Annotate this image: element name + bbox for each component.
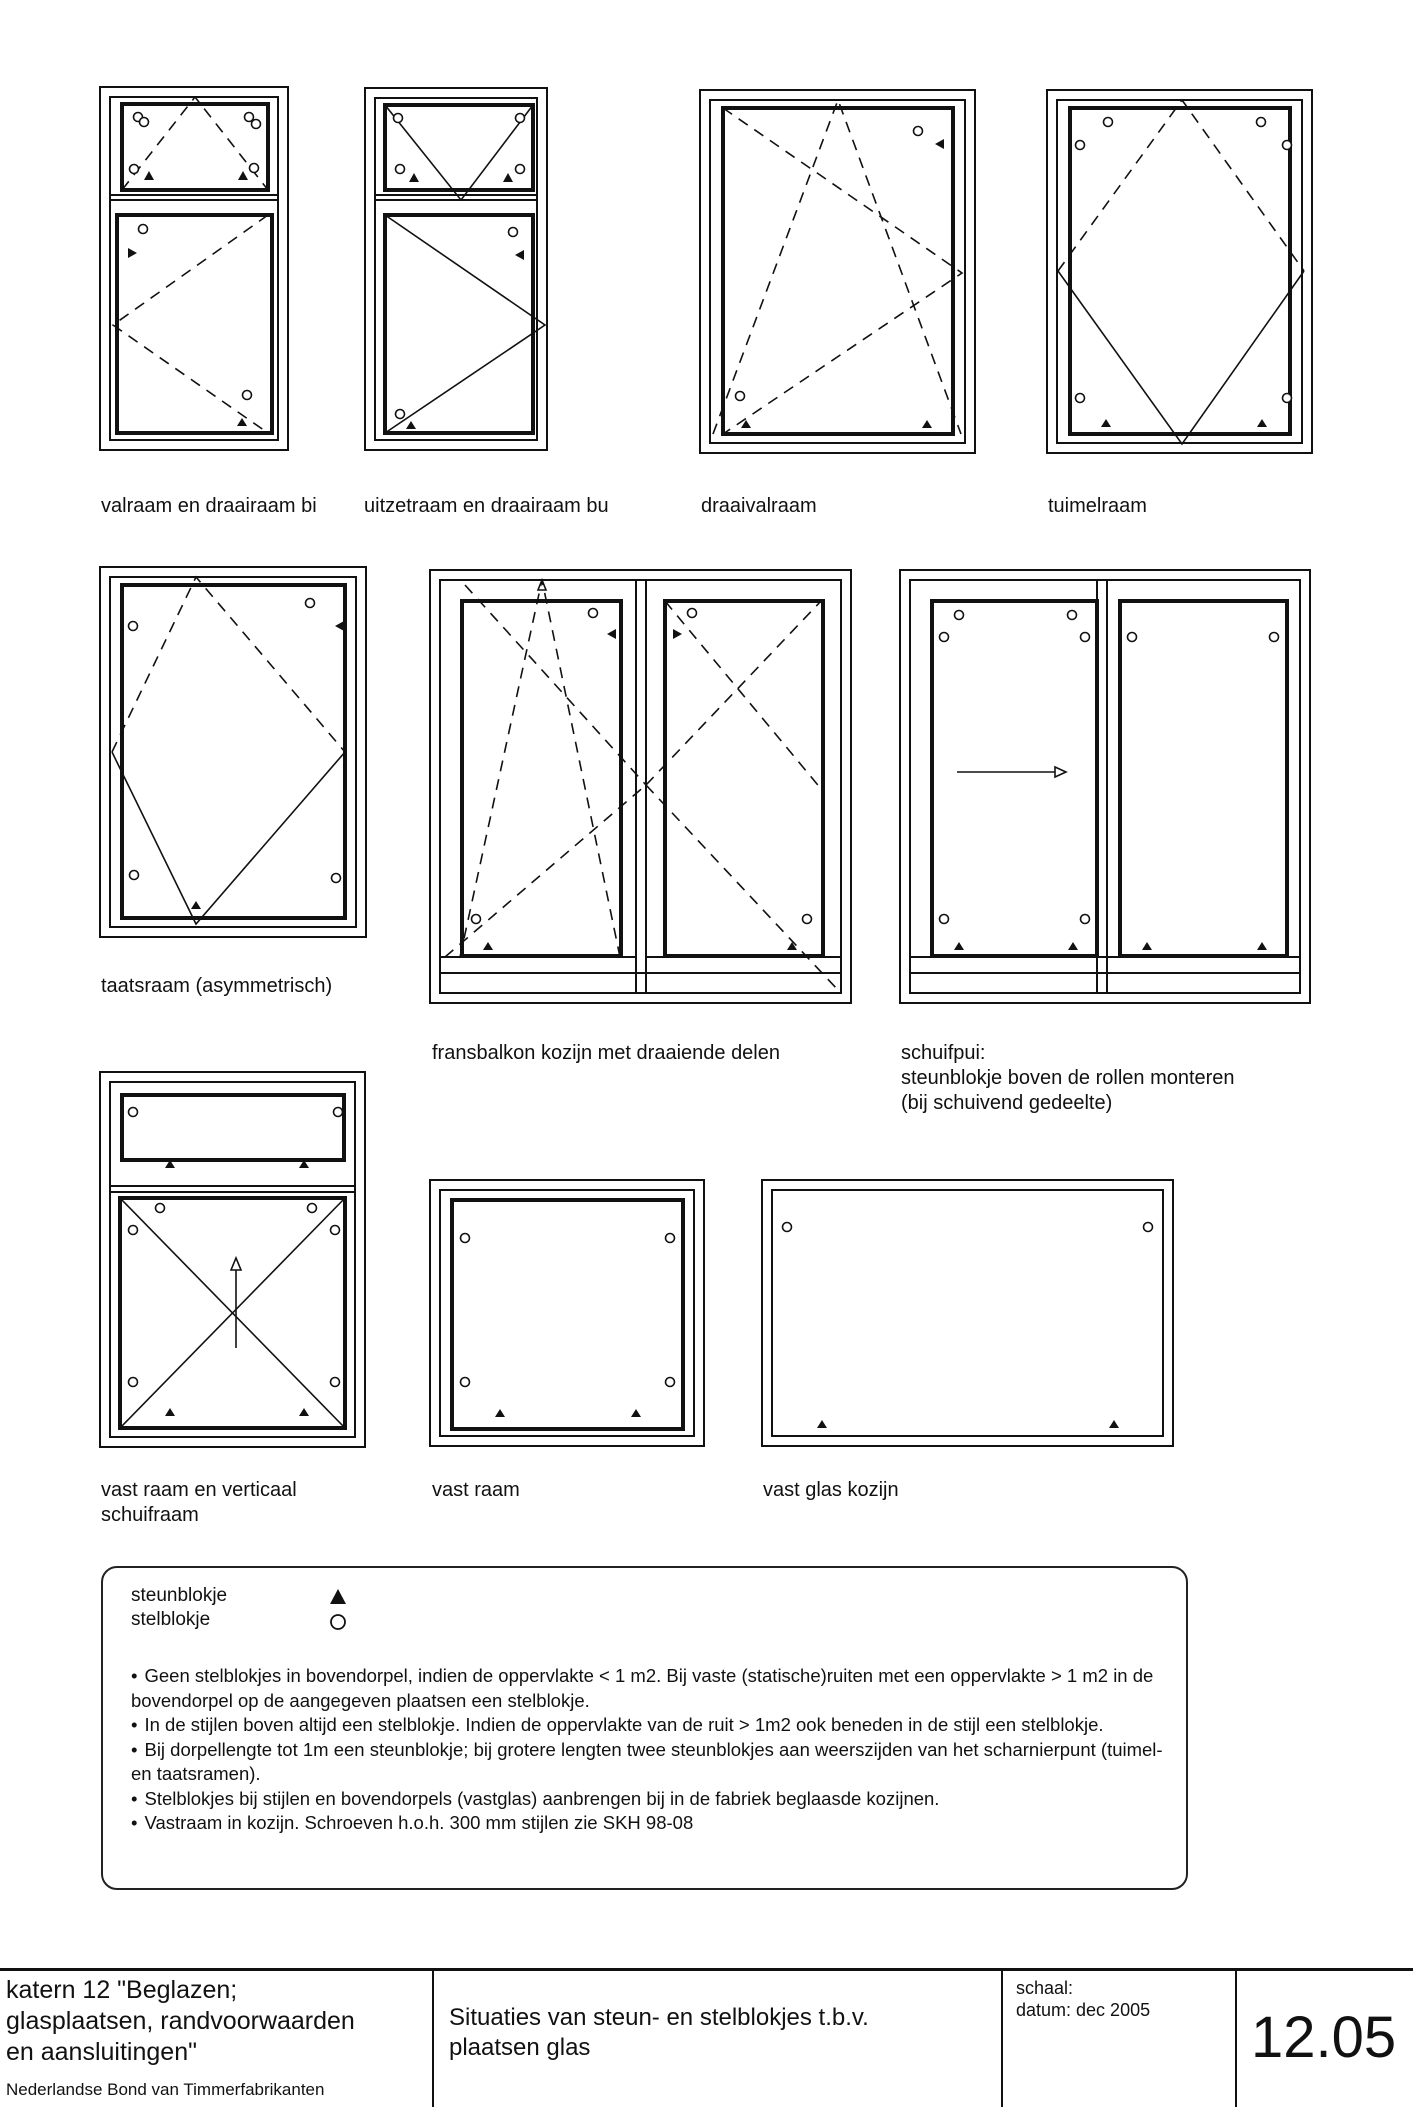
datum-label: datum: dec 2005 bbox=[1016, 2000, 1151, 2020]
note-item: • Bij dorpellengte tot 1m een steunblokje; bij grotere lengten twee steunblokjes aan weerszijden van het scharnierpunt (tuimel- en taatsramen). bbox=[131, 1738, 1171, 1787]
caption-draaivalraam: draaivalraam bbox=[701, 495, 817, 517]
filled-triangle-icon bbox=[328, 1588, 348, 1606]
figure-valraam bbox=[100, 87, 288, 450]
note-item: • Vastraam in kozijn. Schroeven h.o.h. 300 mm stijlen zie SKH 98-08 bbox=[131, 1811, 1171, 1836]
caption-schuifpui bbox=[901, 1041, 1235, 1116]
title-block-title bbox=[449, 1971, 994, 2107]
caption-schuifpui-line3: (bij schuivend gedeelte) bbox=[901, 1092, 1113, 1114]
title-block bbox=[0, 1968, 1413, 2107]
series-line: en aansluitingen" bbox=[6, 2038, 197, 2066]
legend-stelblokje-label: stelblokje bbox=[131, 1609, 211, 1630]
title-block-number bbox=[1237, 1971, 1413, 2107]
figure-tuimelraam bbox=[1047, 90, 1312, 453]
title-block-meta bbox=[1016, 1971, 1231, 2107]
caption-vastverticaal-line1: vast raam en verticaal bbox=[101, 1479, 297, 1501]
series-line: glasplaatsen, randvoorwaarden bbox=[6, 2007, 355, 2035]
divider bbox=[1001, 1971, 1003, 2107]
caption-tuimelraam: tuimelraam bbox=[1048, 495, 1147, 517]
caption-uitzetraam: uitzetraam en draairaam bu bbox=[364, 495, 609, 517]
divider bbox=[432, 1971, 434, 2107]
figure-taatsraam bbox=[100, 567, 366, 937]
legend-notes bbox=[131, 1664, 1171, 1836]
caption-fransbalkon: fransbalkon kozijn met draaiende delen bbox=[432, 1042, 780, 1064]
note-item: • Stelblokjes bij stijlen en bovendorpels (vastglas) aanbrengen bij in de fabriek beglaasde kozijnen. bbox=[131, 1787, 1171, 1812]
figure-vastraam bbox=[430, 1180, 704, 1446]
legend-steunblokje-label: steunblokje bbox=[131, 1585, 228, 1606]
legend-box bbox=[101, 1566, 1188, 1890]
figure-uitzetraam bbox=[365, 88, 547, 450]
caption-schuifpui-line2: steunblokje boven de rollen monteren bbox=[901, 1067, 1235, 1089]
caption-vastverticaal bbox=[101, 1478, 297, 1528]
caption-valraam: valraam en draairaam bi bbox=[101, 495, 317, 517]
caption-vastverticaal-line2: schuifraam bbox=[101, 1504, 199, 1526]
caption-taatsraam: taatsraam (asymmetrisch) bbox=[101, 975, 333, 997]
organisation-name: Nederlandse Bond van Timmerfabrikanten bbox=[6, 2080, 325, 2099]
series-line: katern 12 "Beglazen; bbox=[6, 1976, 238, 2004]
figure-schuifpui bbox=[900, 570, 1310, 1003]
caption-vastglas: vast glas kozijn bbox=[763, 1479, 899, 1501]
note-item: • Geen stelblokjes in bovendorpel, indien de oppervlakte < 1 m2. Bij vaste (statische)ruiten met een oppervlakte > 1 m2 in de bovendorpel op de aangegeven plaatsen een stelblokje. bbox=[131, 1664, 1171, 1713]
caption-schuifpui-line1: schuifpui: bbox=[901, 1042, 986, 1064]
caption-vastraam: vast raam bbox=[432, 1479, 520, 1501]
note-item: • In de stijlen boven altijd een stelblokje. Indien de oppervlakte van de ruit > 1m2 ook beneden in de stijl een stelblokje. bbox=[131, 1713, 1171, 1738]
drawing-title-line: plaatsen glas bbox=[449, 2034, 591, 2061]
figure-fransbalkon bbox=[430, 570, 851, 1003]
schaal-label: schaal: bbox=[1016, 1978, 1074, 1998]
title-block-series bbox=[6, 1971, 431, 2107]
figure-vastverticaal bbox=[100, 1072, 365, 1447]
drawing-title-line: Situaties van steun- en stelblokjes t.b.v. bbox=[449, 2004, 869, 2031]
figure-vastglas bbox=[762, 1180, 1173, 1446]
sheet-number: 12.05 bbox=[1251, 2005, 1397, 2070]
open-circle-icon bbox=[328, 1612, 348, 1632]
figure-draaivalraam bbox=[700, 90, 975, 453]
